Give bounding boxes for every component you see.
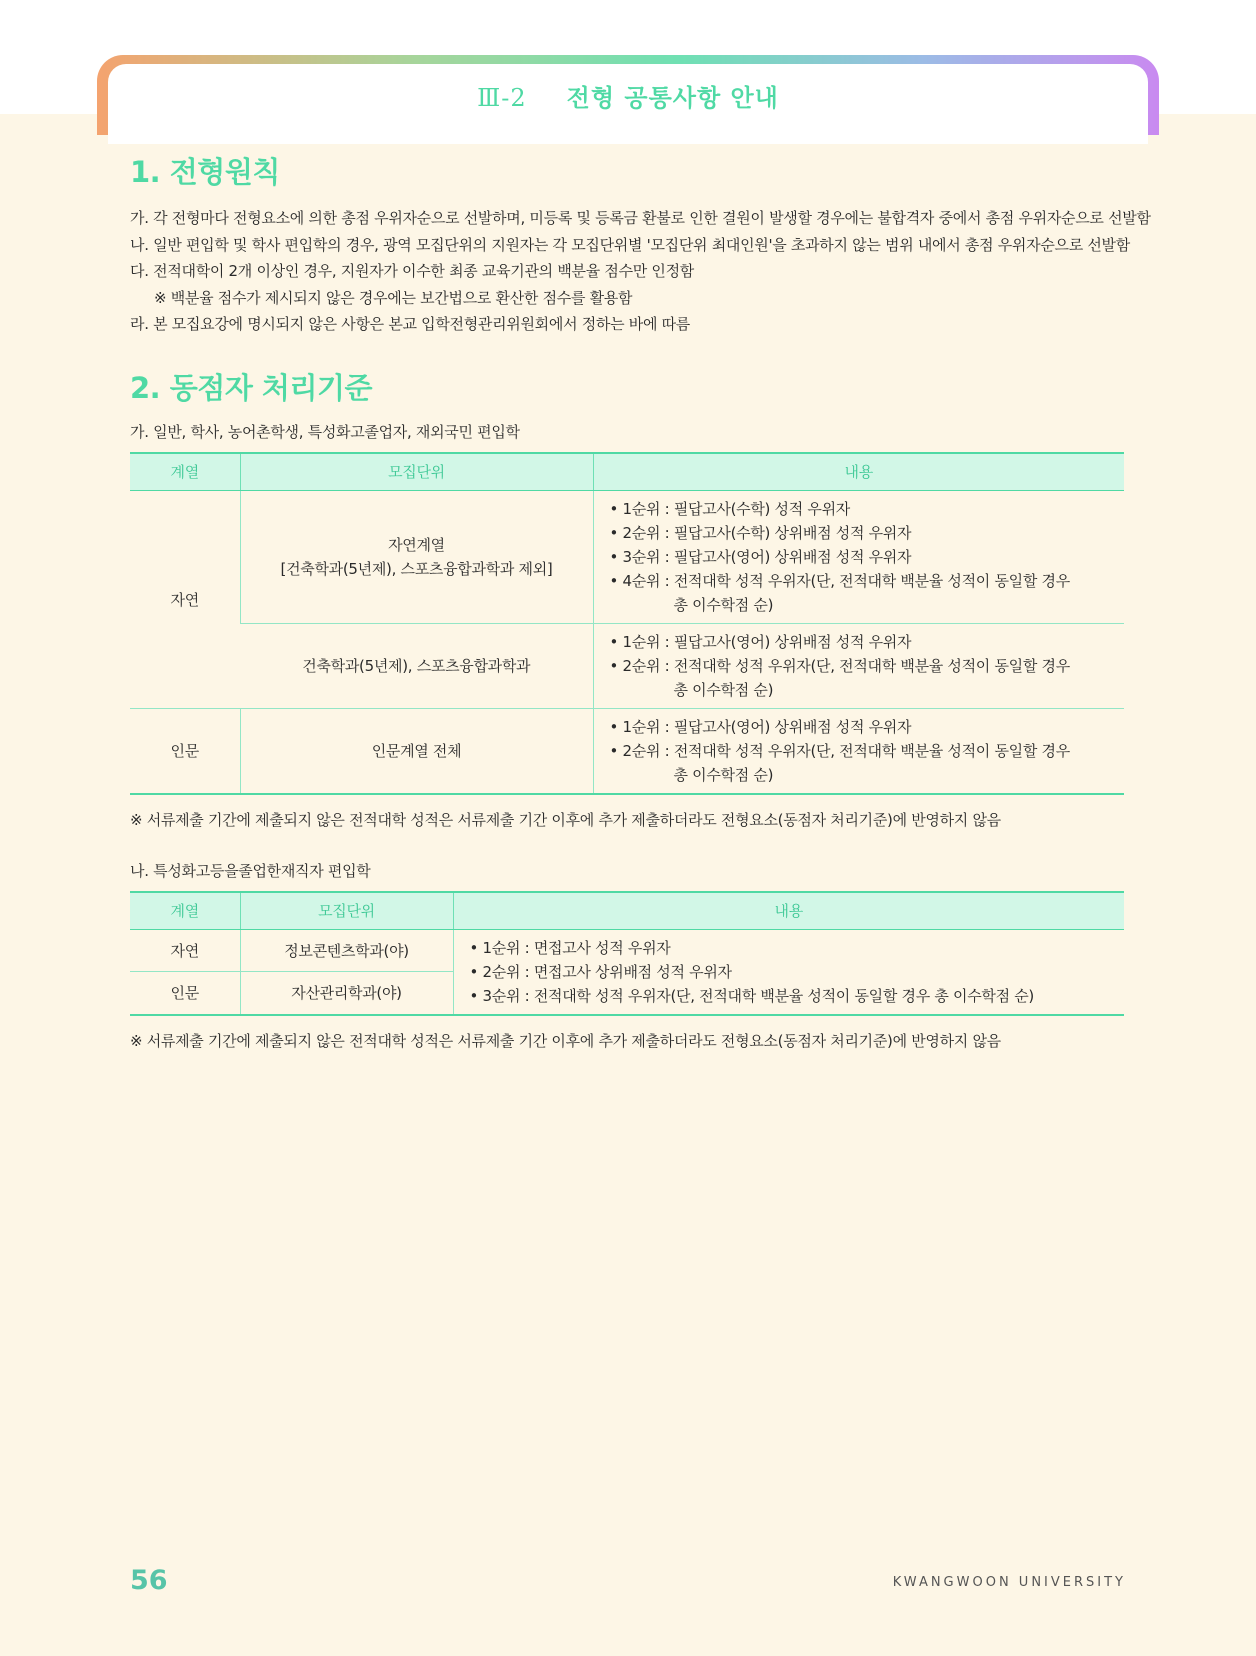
section-title: 전형 공통사항 안내 — [566, 84, 779, 112]
col-header-content: 내용 — [453, 892, 1124, 930]
table-row — [130, 490, 1124, 623]
unit-cell: 인문계열 전체 — [240, 708, 593, 794]
section1-title: 1. 전형원칙 — [130, 155, 280, 189]
list-item: • 1순위 : 필답고사(영어) 상위배점 성적 우위자 — [609, 632, 912, 651]
field-cell: 인문 — [130, 708, 240, 794]
list-item: • 1순위 : 면접고사 성적 우위자 — [469, 938, 671, 957]
unit-cell: 건축학과(5년제), 스포츠융합과학과 — [240, 623, 593, 708]
col-header-field: 계열 — [130, 453, 240, 491]
list-item-continuation: 총 이수학점 순) — [673, 765, 774, 784]
field-cell: 인문 — [130, 971, 240, 1014]
content-cell — [453, 929, 1124, 1015]
list-item: • 2순위 : 필답고사(수학) 상위배점 성적 우위자 — [609, 523, 912, 542]
tiebreak-table-a — [130, 452, 1124, 795]
table-row — [130, 623, 1124, 708]
main-content — [130, 140, 1151, 1051]
unit-name: 자연계열 — [388, 535, 445, 554]
subsection-b-title: 나. 특성화고등을졸업한재직자 편입학 — [130, 861, 371, 880]
note-b: ※ 서류제출 기간에 제출되지 않은 전적대학 성적은 서류제출 기간 이후에 추가 제출하더라도 전형요소(동점자 처리기준)에 반영하지 않음 — [130, 1031, 1001, 1050]
list-item: • 1순위 : 필답고사(영어) 상위배점 성적 우위자 — [609, 717, 912, 736]
unit-cell: 자산관리학과(야) — [240, 971, 453, 1014]
table-row — [130, 708, 1124, 794]
unit-cell: 정보콘텐츠학과(야) — [240, 929, 453, 971]
unit-cell — [240, 490, 593, 623]
field-cell: 자연 — [130, 490, 240, 708]
section-number: Ⅲ-2 — [477, 84, 527, 112]
list-item-continuation: 총 이수학점 순) — [673, 680, 774, 699]
note-a: ※ 서류제출 기간에 제출되지 않은 전적대학 성적은 서류제출 기간 이후에 추가 제출하더라도 전형요소(동점자 처리기준)에 반영하지 않음 — [130, 810, 1001, 829]
list-item: • 2순위 : 면접고사 상위배점 성적 우위자 — [469, 962, 732, 981]
list-item-continuation: 총 이수학점 순) — [673, 595, 774, 614]
list-item: • 1순위 : 필답고사(수학) 성적 우위자 — [609, 499, 850, 518]
list-item: • 2순위 : 전적대학 성적 우위자(단, 전적대학 백분율 성적이 동일할 경우 — [609, 741, 1070, 760]
content-cell — [593, 623, 1124, 708]
subsection-a-title: 가. 일반, 학사, 농어촌학생, 특성화고졸업자, 재외국민 편입학 — [130, 422, 520, 441]
university-name: KWANGWOON UNIVERSITY — [892, 1575, 1126, 1590]
col-header-field: 계열 — [130, 892, 240, 930]
list-item: • 3순위 : 필답고사(영어) 상위배점 성적 우위자 — [609, 547, 912, 566]
page-number: 56 — [130, 1565, 168, 1596]
col-header-content: 내용 — [593, 453, 1124, 491]
section2-title: 2. 동점자 처리기준 — [130, 370, 372, 405]
list-item: • 4순위 : 전적대학 성적 우위자(단, 전적대학 백분율 성적이 동일할 경우 — [609, 571, 1070, 590]
rule-line: 라. 본 모집요강에 명시되지 않은 사항은 본교 입학전형관리위원회에서 정하는 바에 따름 — [130, 315, 690, 333]
rule-line: 나. 일반 편입학 및 학사 편입학의 경우, 광역 모집단위의 지원자는 각 모집단위별 '모집단위 최대인원'을 초과하지 않는 범위 내에서 총점 우위자순으로 선발함 — [130, 235, 1130, 254]
content-cell — [593, 708, 1124, 794]
table-row — [130, 929, 1124, 971]
unit-exclusion: [건축학과(5년제), 스포츠융합과학과 제외] — [280, 559, 553, 578]
field-cell: 자연 — [130, 929, 240, 971]
list-item: • 3순위 : 전적대학 성적 우위자(단, 전적대학 백분율 성적이 동일할 경우 총 이수학점 순) — [469, 986, 1034, 1005]
rule-line: 가. 각 전형마다 전형요소에 의한 총점 우위자순으로 선발하며, 미등록 및 등록금 환불로 인한 결원이 발생할 경우에는 불합격자 중에서 총점 우위자순으로 선발함 — [130, 209, 1151, 227]
content-cell — [593, 490, 1124, 623]
rule-line: 다. 전적대학이 2개 이상인 경우, 지원자가 이수한 최종 교육기관의 백분율 점수만 인정함 — [130, 262, 694, 280]
rule-note: ※ 백분율 점수가 제시되지 않은 경우에는 보간법으로 환산한 점수를 활용함 — [154, 288, 633, 307]
header-title — [0, 78, 1256, 113]
col-header-unit: 모집단위 — [240, 453, 593, 491]
tiebreak-table-b — [130, 891, 1124, 1016]
col-header-unit: 모집단위 — [240, 892, 453, 930]
list-item: • 2순위 : 전적대학 성적 우위자(단, 전적대학 백분율 성적이 동일할 경우 — [609, 656, 1070, 675]
